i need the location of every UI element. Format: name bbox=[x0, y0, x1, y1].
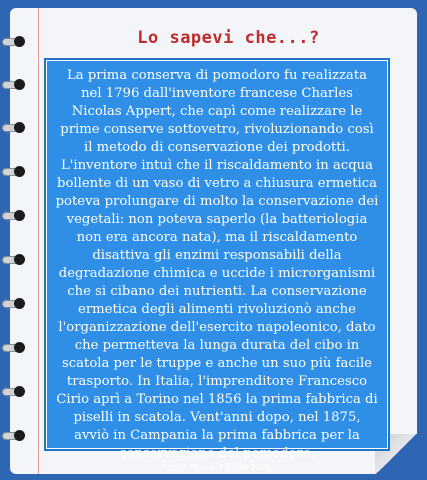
margin-line bbox=[38, 8, 39, 474]
page-title: Lo sapevi che...? bbox=[137, 28, 320, 48]
spiral-ring-icon bbox=[0, 382, 34, 400]
source-credit: Fonte: Focus, 7 aprile 2021 bbox=[162, 463, 272, 472]
spiral-ring-icon bbox=[0, 338, 34, 356]
spiral-ring-icon bbox=[0, 75, 34, 93]
spiral-ring-icon bbox=[0, 250, 34, 268]
spiral-ring-icon bbox=[0, 32, 34, 50]
spiral-ring-icon bbox=[0, 426, 34, 444]
spiral-ring-icon bbox=[0, 162, 34, 180]
spiral-ring-icon bbox=[0, 118, 34, 136]
info-box bbox=[46, 60, 388, 472]
spiral-ring-icon bbox=[0, 294, 34, 312]
info-text: La prima conserva di pomodoro fu realizzata nel 1796 dall'inventore francese Charles Nicolas Appert, che capì come realizzare le prime conserve sottovetro, rivoluzionando così il metodo di conservazione dei prodotti. L'inventore intuì che il riscaldamento in acqua bollente di un vaso di vetro a chiusura ermetica poteva prolungare di molto la conservazione dei vegetali: non poteva saperlo (la batteriologia non era ancora nata), ma il riscaldamento disattiva gli enzimi responsabili della degradazione chimica e uccide i microrganismi che si cibano dei nutrienti. La conservazione ermetica degli alimenti rivoluzionò anche l'organizzazione dell'esercito napoleonico, dato che permetteva la lunga durata del cibo in scatola per le truppe e anche un suo più facile trasporto. In Italia, l'imprenditore Francesco Cirio aprì a Torino nel 1856 la prima fabbrica di piselli in scatola. Vent'anni dopo, nel 1875, avviò in Campania la prima fabbrica per la conservazione del pomodoro. bbox=[55, 68, 379, 461]
spiral-ring-icon bbox=[0, 206, 34, 224]
